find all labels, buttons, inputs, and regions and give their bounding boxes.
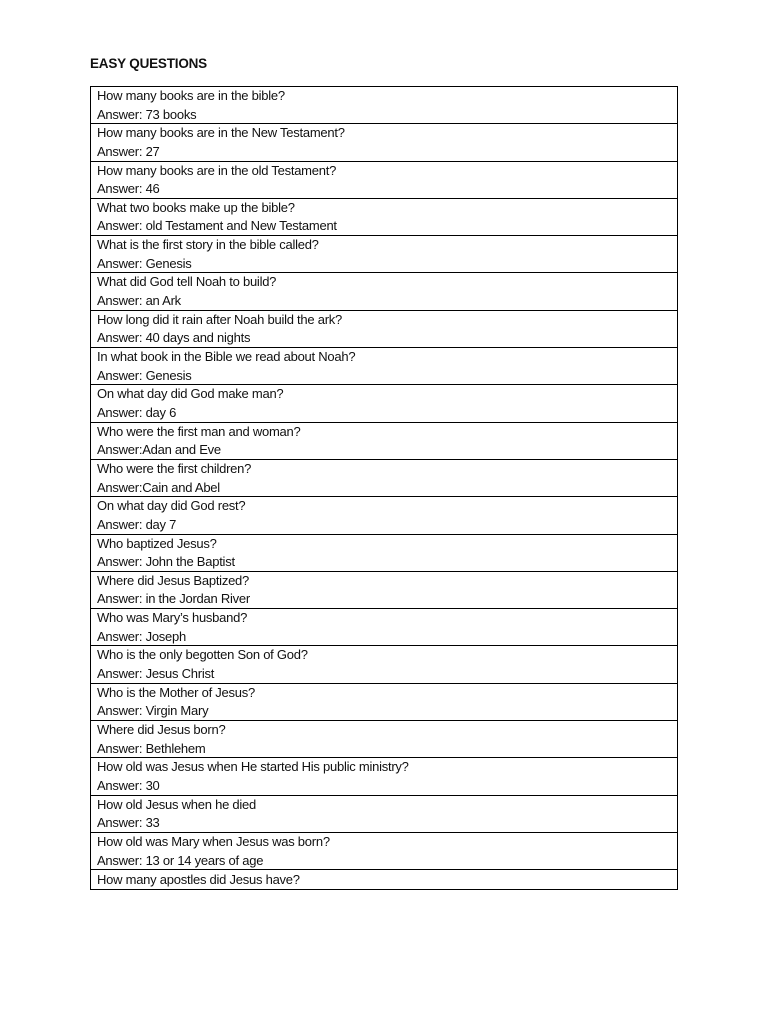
answer-text: Answer: Genesis [97, 255, 192, 271]
answer-text: Answer: John the Baptist [97, 554, 235, 570]
question-text: How many books are in the bible? [97, 88, 285, 103]
answer-text: Answer: old Testament and New Testament [97, 218, 337, 234]
qa-row [91, 572, 677, 609]
qa-row [91, 460, 677, 497]
question-text: Where did Jesus born? [97, 722, 226, 738]
question-text: How old was Jesus when He started His public ministry? [97, 759, 409, 775]
question-text: Who is the only begotten Son of God? [97, 647, 308, 663]
question-text: What two books make up the bible? [97, 199, 295, 215]
answer-text: Answer: day 7 [97, 516, 177, 532]
qa-row [91, 348, 677, 385]
answer-text: Answer: 30 [97, 777, 160, 793]
answer-text: Answer:Adan and Eve [97, 442, 221, 458]
question-text: Who were the first man and woman? [97, 423, 301, 439]
qa-row [91, 87, 677, 124]
qa-row [91, 423, 677, 460]
question-text: In what book in the Bible we read about Noah? [97, 349, 356, 365]
page-heading: EASY QUESTIONS [90, 56, 207, 71]
qa-row [91, 273, 677, 310]
question-text: How many books are in the old Testament? [97, 162, 337, 178]
answer-text: Answer: 33 [97, 815, 160, 831]
qa-row [91, 609, 677, 646]
answer-text: Answer:Cain and Abel [97, 479, 220, 495]
qa-row [91, 385, 677, 422]
answer-text: Answer: an Ark [97, 293, 181, 309]
qa-row [91, 758, 677, 795]
qa-row [91, 497, 677, 534]
question-text: On what day did God rest? [97, 498, 246, 514]
qa-row [91, 535, 677, 572]
answer-text: Answer: Bethlehem [97, 740, 206, 756]
answer-text: Answer: Jesus Christ [97, 666, 215, 682]
answer-text: Answer: Joseph [97, 628, 186, 644]
qa-row [91, 199, 677, 236]
question-text: How old was Mary when Jesus was born? [97, 833, 330, 849]
question-text: How long did it rain after Noah build the ark? [97, 311, 343, 327]
qa-row [91, 833, 677, 870]
qa-row [91, 870, 677, 890]
question-text: On what day did God make man? [97, 386, 284, 402]
question-text: Where did Jesus Baptized? [97, 572, 250, 588]
qa-row [91, 796, 677, 833]
answer-text: Answer: 73 books [97, 106, 197, 122]
qa-row [91, 646, 677, 683]
question-text: Who was Mary’s husband? [97, 610, 248, 626]
question-text: What did God tell Noah to build? [97, 274, 277, 290]
question-text: How many books are in the New Testament? [97, 125, 345, 141]
answer-text: Answer: 46 [97, 181, 160, 197]
answer-text: Answer: Virgin Mary [97, 703, 209, 719]
qa-row [91, 721, 677, 758]
qa-row [91, 236, 677, 273]
answer-text: Answer: Genesis [97, 367, 192, 383]
answer-text: Answer: in the Jordan River [97, 591, 250, 607]
question-text: How many apostles did Jesus have? [97, 872, 300, 888]
answer-text: Answer: 27 [97, 143, 160, 159]
qa-row [91, 124, 677, 161]
questions-table [90, 86, 678, 890]
qa-row [91, 684, 677, 721]
answer-text: Answer: 40 days and nights [97, 330, 251, 346]
question-text: Who is the Mother of Jesus? [97, 684, 255, 700]
qa-row [91, 162, 677, 199]
question-text: Who baptized Jesus? [97, 535, 217, 551]
qa-row [91, 311, 677, 348]
question-text: What is the first story in the bible called? [97, 237, 319, 253]
answer-text: Answer: day 6 [97, 404, 177, 420]
question-text: Who were the first children? [97, 460, 252, 476]
answer-text: Answer: 13 or 14 years of age [97, 852, 264, 868]
question-text: How old Jesus when he died [97, 796, 256, 812]
